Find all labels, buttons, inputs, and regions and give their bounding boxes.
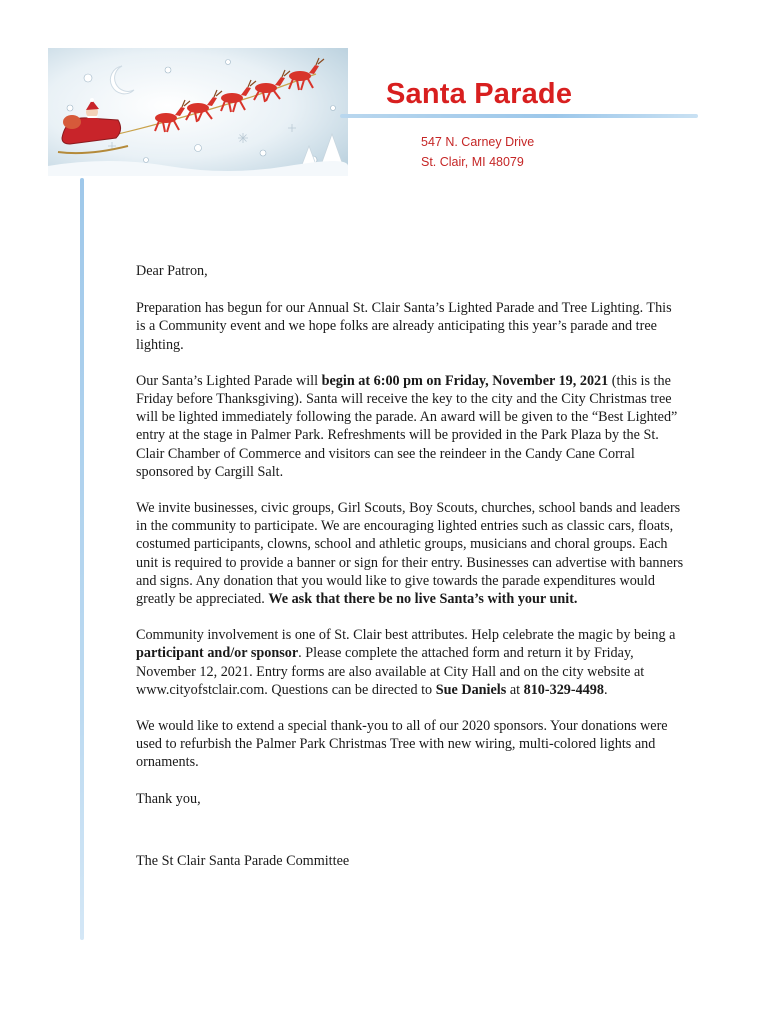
santa-sleigh-banner-icon bbox=[48, 48, 348, 176]
address-line-2: St. Clair, MI 48079 bbox=[421, 155, 524, 169]
text-span: We invite businesses, civic groups, Girl Scouts, Boy Scouts, churches, school bands and leaders in the community to participate. We are encouraging lighted entries such as classic cars, floats, costumed participants, clowns, school and athletic groups, musicians and choral groups. Each unit is required to provide a banner or sign for their entry. Businesses can advertise with banners and signs. Any donation that you would like to give towards the parade expenditures would greatly be appreciated. bbox=[136, 500, 684, 608]
text-span: . Please complete the attached form and return it by Friday, November 12, 2021. Entry forms are also available at City Hall and on the city website at www.cityofstclair.com. Questions can be directed to bbox=[136, 645, 645, 698]
letter-greeting: Dear Patron, bbox=[136, 263, 208, 279]
text-span: at bbox=[506, 681, 524, 698]
contact-name-bold: Sue Daniels bbox=[435, 681, 507, 698]
parade-date-bold: begin at 6:00 pm on Friday, November 19, 2021 bbox=[321, 372, 609, 389]
paragraph-involvement bbox=[136, 626, 684, 699]
paragraph-sponsors-thanks: We would like to extend a special thank-you to all of our 2020 sponsors. Your donations were used to refurbish the Palmer Park Christmas Tree with new wiring, multi-colored lights and ornaments. bbox=[136, 718, 668, 771]
letter-closing: Thank you, bbox=[136, 790, 201, 807]
address-line-1: 547 N. Carney Drive bbox=[421, 135, 535, 149]
paragraph-parade-details bbox=[136, 372, 684, 481]
contact-phone-bold: 810-329-4498 bbox=[523, 681, 604, 698]
text-span: (this is the Friday before Thanksgiving). Santa will receive the key to the city and the City Christmas tree will be lighted immediately following the parade. An award will be given to the “Best Lighted” entry at the stage in Palmer Park. Refreshments will be provided in the Park Plaza by the St. Clair Chamber of Commerce and visitors can see the reindeer in the Candy Cane Corral sponsored by Cargill Salt. bbox=[136, 372, 678, 480]
no-live-santa-bold: We ask that there be no live Santa’s with your unit. bbox=[268, 591, 578, 608]
left-margin-rule bbox=[80, 178, 84, 940]
paragraph-intro: Preparation has begun for our Annual St. Clair Santa’s Lighted Parade and Tree Lighting. This is a Community event and we hope folks are already anticipating this year’s parade and tree lighting. bbox=[136, 300, 672, 353]
letter-signature: The St Clair Santa Parade Committee bbox=[136, 852, 350, 869]
text-span: . bbox=[604, 681, 608, 698]
letter-body bbox=[136, 262, 684, 888]
header-divider bbox=[340, 114, 698, 118]
text-span: Our Santa’s Lighted Parade will bbox=[136, 372, 322, 389]
participant-sponsor-bold: participant and/or sponsor bbox=[136, 645, 299, 662]
paragraph-invitation bbox=[136, 499, 684, 608]
page-title: Santa Parade bbox=[386, 78, 573, 110]
text-span: Community involvement is one of St. Clair best attributes. Help celebrate the magic by being a bbox=[136, 627, 676, 644]
